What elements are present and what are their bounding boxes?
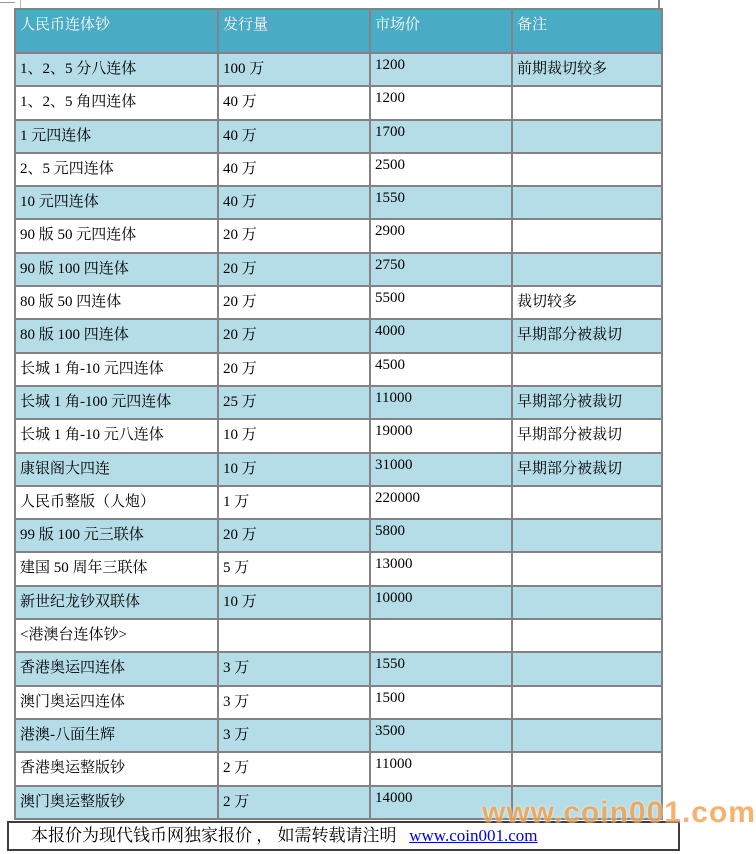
cell-issue: 3 万 [218,719,370,752]
cell-note [512,486,662,519]
site-watermark: www.coin001.com [482,796,756,829]
table-row [15,686,662,719]
table-row [15,120,662,153]
cell-note [512,552,662,585]
cell-name: 长城 1 角-100 元四连体 [15,386,218,419]
footer-note [7,821,680,851]
cell-note [512,186,662,219]
table-row [15,652,662,685]
table-row [15,719,662,752]
cell-name: 80 版 100 四连体 [15,319,218,352]
cell-issue: 40 万 [218,186,370,219]
cell-note: 裁切较多 [512,286,662,319]
column-header-issue: 发行量 [218,9,370,53]
cell-name: 香港奥运四连体 [15,652,218,685]
cell-name: 新世纪龙钞双联体 [15,586,218,619]
cell-price: 11000 [370,752,512,785]
cell-price: 5500 [370,286,512,319]
cell-name: 长城 1 角-10 元四连体 [15,353,218,386]
cell-issue: 20 万 [218,319,370,352]
cell-issue: 3 万 [218,652,370,685]
table-row [15,53,662,86]
cell-issue: 20 万 [218,286,370,319]
cell-issue: 10 万 [218,419,370,452]
cell-price: 2500 [370,153,512,186]
cell-note [512,786,662,819]
cell-price [370,619,512,652]
cell-note [512,719,662,752]
cell-name: 香港奥运整版钞 [15,752,218,785]
column-header-price: 市场价 [370,9,512,53]
cell-price: 2750 [370,253,512,286]
cell-issue: 5 万 [218,552,370,585]
cell-note [512,353,662,386]
cell-name: 1、2、5 分八连体 [15,53,218,86]
cell-price: 2900 [370,219,512,252]
cell-price: 10000 [370,586,512,619]
cell-issue: 40 万 [218,120,370,153]
cell-price: 5800 [370,519,512,552]
cell-price: 1700 [370,120,512,153]
cell-note [512,619,662,652]
table-row [15,419,662,452]
cell-issue: 20 万 [218,353,370,386]
cell-note [512,752,662,785]
table-row [15,253,662,286]
cell-name: 长城 1 角-10 元八连体 [15,419,218,452]
cell-issue: 2 万 [218,752,370,785]
cell-name: 康银阁大四连 [15,453,218,486]
table-row [15,219,662,252]
cell-name: 90 版 50 元四连体 [15,219,218,252]
cell-price: 3500 [370,719,512,752]
cell-issue: 20 万 [218,219,370,252]
table-row [15,153,662,186]
table-row [15,186,662,219]
cell-note [512,652,662,685]
cell-name: 1、2、5 角四连体 [15,86,218,119]
cell-issue: 20 万 [218,519,370,552]
cell-issue: 3 万 [218,686,370,719]
cell-note [512,519,662,552]
cell-name: 建国 50 周年三联体 [15,552,218,585]
cell-name: 2、5 元四连体 [15,153,218,186]
cell-price: 1550 [370,186,512,219]
cell-note [512,253,662,286]
table-row [15,86,662,119]
footer-spacer [401,826,405,845]
table-row [15,586,662,619]
cell-note [512,586,662,619]
cell-note: 早期部分被裁切 [512,453,662,486]
cell-note [512,120,662,153]
cell-note: 早期部分被裁切 [512,386,662,419]
cell-name: <港澳台连体钞> [15,619,218,652]
table-row [15,486,662,519]
cell-issue: 100 万 [218,53,370,86]
cell-name: 90 版 100 四连体 [15,253,218,286]
cell-name: 80 版 50 四连体 [15,286,218,319]
table-row [15,319,662,352]
cell-name: 99 版 100 元三联体 [15,519,218,552]
table-row [15,386,662,419]
cell-issue: 1 万 [218,486,370,519]
column-header-note: 备注 [512,9,662,53]
cell-note [512,219,662,252]
table-row [15,286,662,319]
cell-price: 31000 [370,453,512,486]
cell-issue: 10 万 [218,453,370,486]
cell-name: 1 元四连体 [15,120,218,153]
cell-price: 1200 [370,53,512,86]
cell-issue: 20 万 [218,253,370,286]
column-header-name: 人民币连体钞 [15,9,218,53]
table-row [15,353,662,386]
cell-price: 11000 [370,386,512,419]
cell-issue [218,619,370,652]
cell-price: 1500 [370,686,512,719]
cell-note: 前期裁切较多 [512,53,662,86]
page-edge-line-horizontal [0,2,15,3]
table-row [15,453,662,486]
cell-price: 13000 [370,552,512,585]
table-row [15,519,662,552]
cell-name: 澳门奥运四连体 [15,686,218,719]
table-row [15,552,662,585]
cell-issue: 10 万 [218,586,370,619]
cell-name: 人民币整版（人炮） [15,486,218,519]
table-header-row [15,9,662,53]
cell-price: 19000 [370,419,512,452]
cell-note: 早期部分被裁切 [512,419,662,452]
cell-note [512,153,662,186]
cell-issue: 25 万 [218,386,370,419]
cell-price: 14000 [370,786,512,819]
cell-note: 早期部分被裁切 [512,319,662,352]
table-row [15,619,662,652]
cell-note [512,86,662,119]
cell-price: 1550 [370,652,512,685]
cell-issue: 40 万 [218,153,370,186]
cell-name: 10 元四连体 [15,186,218,219]
cell-name: 港澳-八面生辉 [15,719,218,752]
cell-issue: 40 万 [218,86,370,119]
cell-price: 4500 [370,353,512,386]
table-row [15,786,662,819]
banknote-price-table [14,8,663,820]
cell-price: 4000 [370,319,512,352]
cell-price: 1200 [370,86,512,119]
cell-price: 220000 [370,486,512,519]
cell-issue: 2 万 [218,786,370,819]
table-row [15,752,662,785]
footer-link[interactable]: www.coin001.com [409,826,538,845]
cell-name: 澳门奥运整版钞 [15,786,218,819]
footer-text: 本报价为现代钱币网独家报价 ， 如需转载请注明 [31,826,397,845]
cell-note [512,686,662,719]
